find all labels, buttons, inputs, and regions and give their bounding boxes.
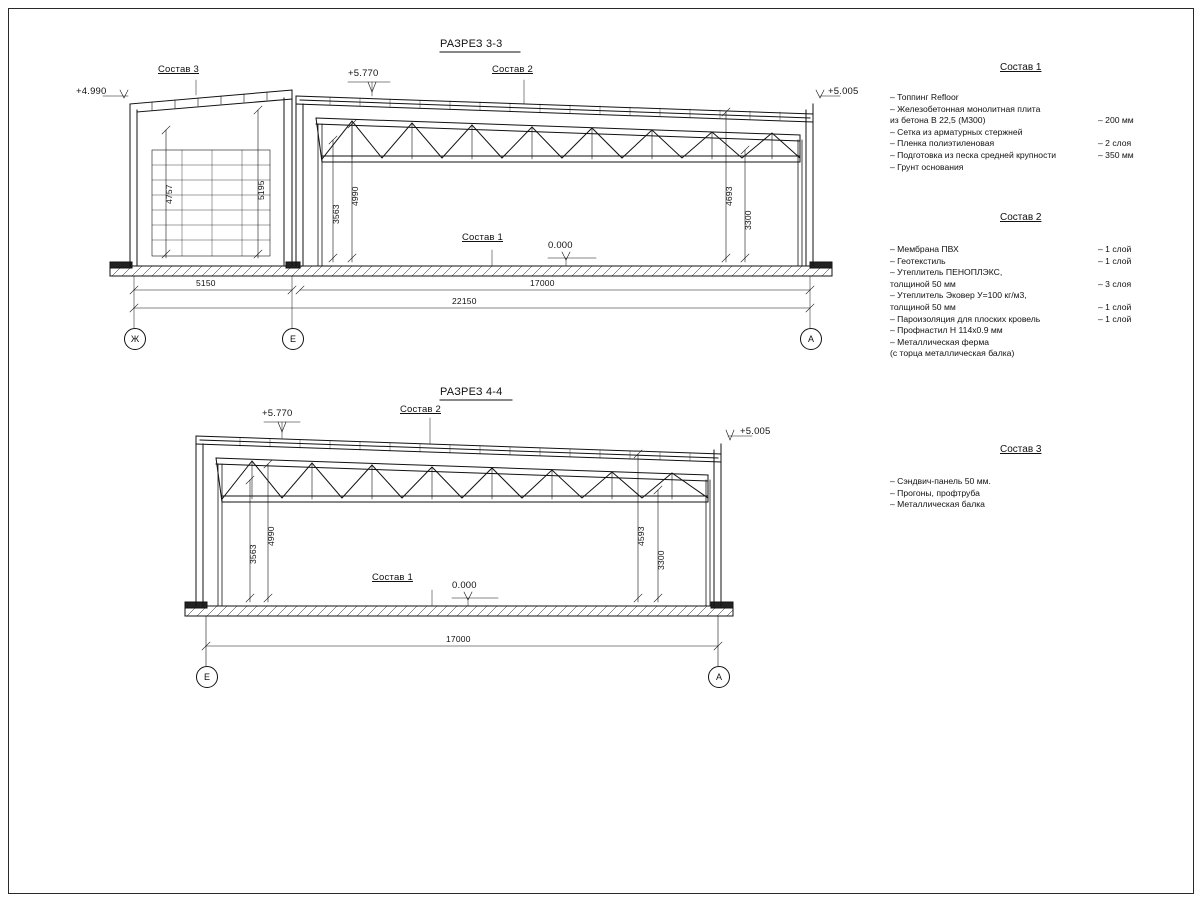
spec-row-text: – Металлическая ферма — [890, 336, 990, 347]
callout-sostav-1-s33: Состав 1 — [462, 232, 503, 243]
spec-row-text: толщиной 50 мм — [890, 301, 956, 312]
dim-4990-s44: 4990 — [266, 526, 276, 546]
dim-4693-s33: 4693 — [724, 186, 734, 206]
spec-row-value: – 350 мм — [1098, 149, 1134, 160]
dim-4593-s44: 4593 — [636, 526, 646, 546]
spec-row-text: – Железобетонная монолитная плита — [890, 103, 1041, 114]
spec-row-text: из бетона В 22,5 (М300) — [890, 115, 986, 126]
spec-list-sostav-3 — [890, 476, 991, 511]
dim-17000-s44: 17000 — [446, 634, 471, 644]
spec-row-text: – Топпинг Refloor — [890, 92, 959, 102]
section-3-3-title: РАЗРЕЗ 3-3 — [440, 38, 503, 50]
spec-row-text: толщиной 50 мм — [890, 278, 956, 289]
elevation-5005-right: +5.005 — [828, 86, 859, 97]
spec-row-value: – 1 слой — [1098, 313, 1132, 324]
spec-row-text: – Пароизоляция для плоских кровель — [890, 313, 1041, 324]
spec-row-text: (с торца металлическая балка) — [890, 348, 1015, 359]
axis-mark-zh: Ж — [124, 328, 146, 350]
spec-row-text: – Грунт основания — [890, 161, 964, 172]
spec-row-text: – Металлическая балка — [890, 499, 985, 510]
spec-row-text: – Утеплитель Эковер У=100 кг/м3, — [890, 290, 1027, 301]
callout-sostav-2-s33: Состав 2 — [492, 64, 533, 75]
spec-row-value: – 1 слой — [1098, 244, 1132, 254]
dim-4757: 4757 — [164, 184, 174, 204]
callout-sostav-1-s44: Состав 1 — [372, 572, 413, 583]
axis-mark-a-s33: А — [800, 328, 822, 350]
dim-3300-s44: 3300 — [656, 550, 666, 570]
spec-row-text: – Мембрана ПВХ — [890, 244, 959, 254]
spec-row-value: – 3 слоя — [1098, 278, 1132, 289]
spec-row-text: – Профнастил Н 114х0.9 мм — [890, 325, 1003, 336]
dim-4990-s33: 4990 — [350, 186, 360, 206]
spec-list-sostav-1 — [890, 92, 1134, 173]
spec-title-sostav-1: Состав 1 — [1000, 62, 1042, 73]
spec-row-value: – 200 мм — [1098, 115, 1134, 126]
elevation-0000-floor-s44: 0.000 — [452, 580, 477, 591]
callout-sostav-2-s44: Состав 2 — [400, 404, 441, 415]
spec-title-sostav-3: Состав 3 — [1000, 444, 1042, 455]
spec-list-sostav-2 — [890, 244, 1132, 360]
dim-5195: 5195 — [256, 180, 266, 200]
spec-row-text: – Сетка из арматурных стержней — [890, 126, 1023, 137]
spec-row-text: – Прогоны, профтруба — [890, 487, 980, 498]
spec-row-text: – Утеплитель ПЕНОПЛЭКС, — [890, 267, 1003, 278]
spec-row-value: – 2 слоя — [1098, 138, 1132, 149]
dim-3300-s33: 3300 — [743, 210, 753, 230]
spec-row-text: – Геотекстиль — [890, 255, 946, 266]
section-4-4-title: РАЗРЕЗ 4-4 — [440, 386, 503, 398]
spec-row-text: – Сэндвич-панель 50 мм. — [890, 476, 991, 486]
elevation-5770-ridge: +5.770 — [348, 68, 379, 79]
dim-3563-s44: 3563 — [248, 544, 258, 564]
spec-title-sostav-2: Состав 2 — [1000, 212, 1042, 223]
spec-row-value: – 1 слой — [1098, 301, 1132, 312]
axis-mark-a-s44: А — [708, 666, 730, 688]
spec-row-text: – Пленка полиэтиленовая — [890, 138, 995, 149]
elevation-5005-right-s44: +5.005 — [740, 426, 771, 437]
elevation-4990-left: +4.990 — [76, 86, 107, 97]
elevation-0000-floor: 0.000 — [548, 240, 573, 251]
callout-sostav-3: Состав 3 — [158, 64, 199, 75]
dim-3563-s33: 3563 — [331, 204, 341, 224]
axis-mark-e-s33: Е — [282, 328, 304, 350]
spec-row-value: – 1 слой — [1098, 255, 1132, 266]
spec-row-text: – Подготовка из песка средней крупности — [890, 149, 1057, 160]
dim-17000-s33: 17000 — [530, 278, 555, 288]
axis-mark-e-s44: Е — [196, 666, 218, 688]
dim-5150: 5150 — [196, 278, 216, 288]
dim-22150: 22150 — [452, 296, 477, 306]
elevation-5770-ridge-s44: +5.770 — [262, 408, 293, 419]
